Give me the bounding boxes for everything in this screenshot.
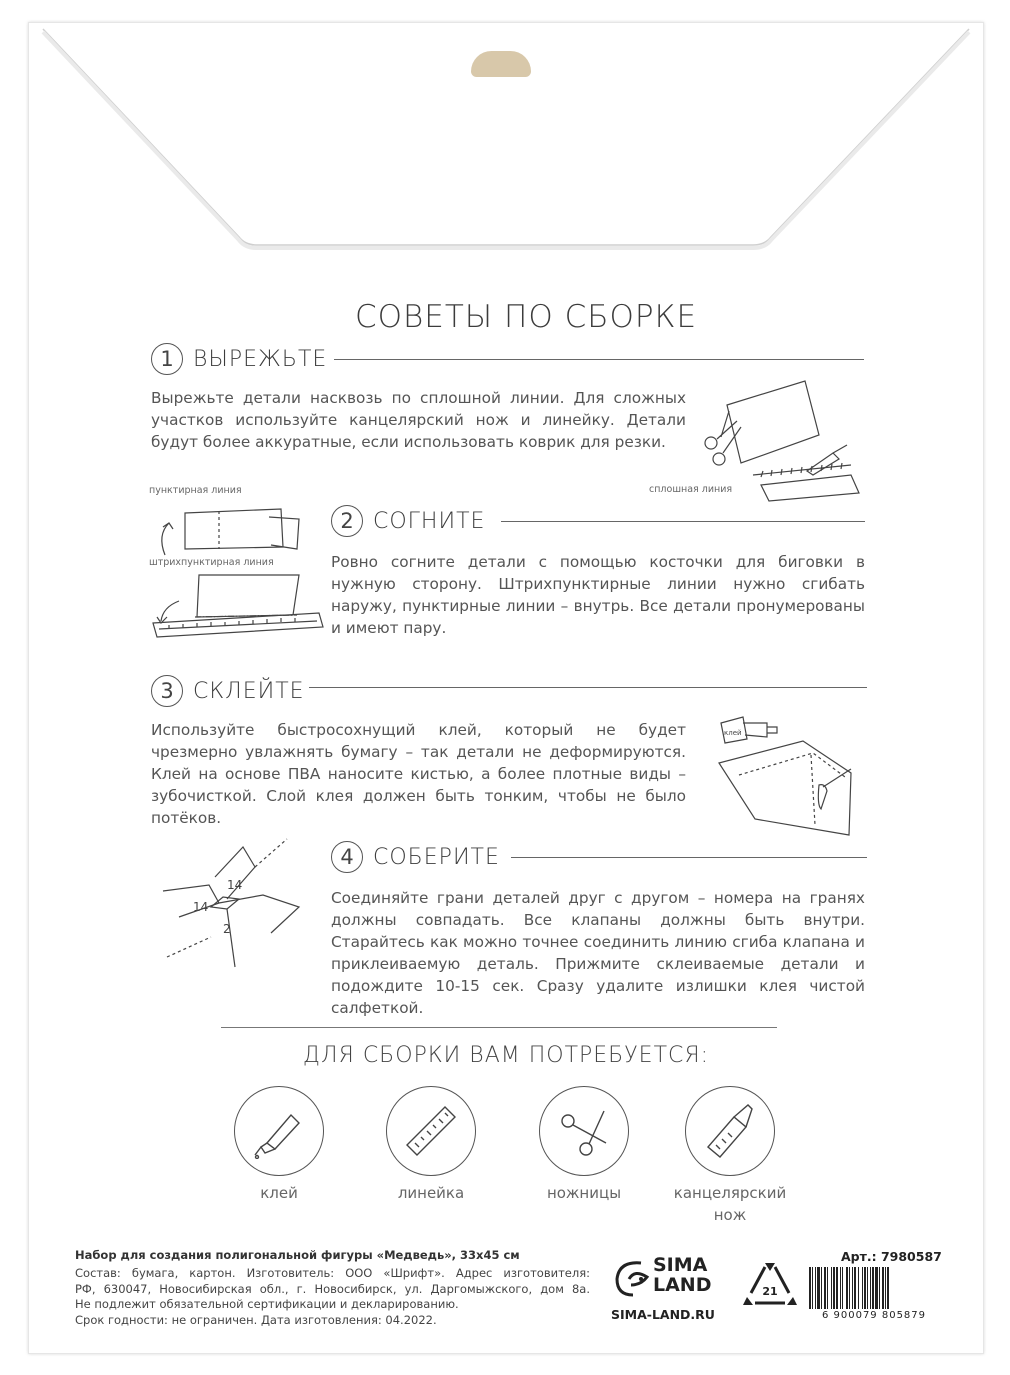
hanger-hole xyxy=(471,51,531,77)
divider xyxy=(511,857,867,858)
product-name: Набор для создания полигональной фигуры «Медведь», 33х45 см xyxy=(75,1248,520,1262)
step-number: 4 xyxy=(331,841,363,873)
svg-text:21: 21 xyxy=(762,1285,778,1298)
step-title: ВЫРЕЖЬТЕ xyxy=(193,346,328,372)
fold-dotted-illustration xyxy=(149,499,309,559)
brand-name: SIMA LAND xyxy=(653,1254,712,1296)
step-title: СОГНИТЕ xyxy=(373,508,486,534)
page-title: СОВЕТЫ ПО СБОРКЕ xyxy=(354,299,698,335)
dashdot-line-label: штрихпунктирная линия xyxy=(149,557,274,568)
divider xyxy=(501,521,865,522)
step-text: Используйте быстросохнущий клей, который не будет чрезмерно увлажнять бумагу – так детали не деформируются. Клей на основе ПВА наносите кистью, а более плотные виды – зубочисткой. Слой клея должен быть тонким, чтобы не было потёков. xyxy=(151,721,686,827)
step-2-header xyxy=(331,505,485,537)
edge-number: 14 xyxy=(227,878,243,892)
edge-number: 2 xyxy=(223,922,231,936)
scissors-icon xyxy=(539,1086,629,1176)
article-number: Арт.: 7980587 xyxy=(841,1249,942,1264)
step-title: СОБЕРИТЕ xyxy=(373,844,500,870)
brand-site: SIMA-LAND.RU xyxy=(611,1307,715,1322)
step-text: Вырежьте детали насквозь по сплошной линии. Для сложных участков используйте канцелярский нож и линейку. Детали будут более аккуратные, если использовать коврик для резки. xyxy=(151,389,686,451)
tool-knife xyxy=(673,1086,800,1226)
step-4-header xyxy=(331,841,500,873)
divider xyxy=(221,1027,777,1028)
barcode-bar xyxy=(889,1267,890,1309)
tool-glue xyxy=(234,1086,324,1204)
gluing-illustration xyxy=(715,713,865,843)
dotted-line-label: пунктирная линия xyxy=(149,485,242,496)
tool-label: клей xyxy=(260,1184,298,1202)
step-1-header xyxy=(151,343,327,375)
assembly-illustration xyxy=(159,837,309,977)
tools-heading: ДЛЯ СБОРКИ ВАМ ПОТРЕБУЕТСЯ: xyxy=(302,1043,710,1068)
recycle-icon xyxy=(741,1257,799,1315)
brand-logo xyxy=(611,1255,653,1299)
glue-tube-icon xyxy=(234,1086,324,1176)
tool-scissors xyxy=(539,1086,629,1204)
step-text: Соединяйте грани деталей друг с другом – номера на гранях должны совпадать. Все клапаны должны быть внутри. Старайтесь как можно точнее соединить линию сгиба клапана и приклеиваемую деталь. Прижмите склеиваемые детали и подождите 10-15 сек. Сразу удалите излишки клея чистой салфеткой. xyxy=(331,889,865,1017)
ruler-icon xyxy=(386,1086,476,1176)
step-number: 3 xyxy=(151,675,183,707)
barcode xyxy=(809,1267,939,1321)
step-text: Ровно согните детали с помощью косточки для биговки в нужную сторону. Штрихпунктирные линии нужно сгибать наружу, пунктирные линии – внутрь. Все детали пронумерованы и имеют пару. xyxy=(331,553,865,637)
solid-line-label: сплошная линия xyxy=(649,484,733,495)
tool-ruler xyxy=(386,1086,476,1204)
tool-label: ножницы xyxy=(546,1184,622,1202)
step-number: 2 xyxy=(331,505,363,537)
glue-label: клей xyxy=(724,729,742,737)
edge-number: 14 xyxy=(193,900,209,914)
fold-dashdot-illustration xyxy=(149,571,329,643)
recycle-mark xyxy=(741,1257,799,1315)
instruction-sheet xyxy=(28,22,984,1354)
divider xyxy=(309,687,867,688)
barcode-number: 6 900079 805879 xyxy=(821,1310,927,1321)
tool-label: канцелярский нож xyxy=(673,1184,787,1224)
sima-land-logo-icon xyxy=(611,1255,653,1299)
product-details: Состав: бумага, картон. Изготовитель: ООО «Шрифт». Адрес изготовителя: РФ, 630047, Новосибирская обл., г. Новосибирск, ул. Даргомыжского, дом 8а. Не подлежит обязательной сертификации и декларированию. Срок годности: не ограничен. Дата изготовления: 04.2022. xyxy=(75,1266,590,1327)
tool-label: линейка xyxy=(397,1184,465,1202)
step-3-header xyxy=(151,675,305,707)
step-title: СКЛЕЙТЕ xyxy=(193,678,305,704)
divider xyxy=(334,359,864,360)
utility-knife-icon xyxy=(685,1086,775,1176)
step-number: 1 xyxy=(151,343,183,375)
barcode-bars xyxy=(809,1267,939,1309)
